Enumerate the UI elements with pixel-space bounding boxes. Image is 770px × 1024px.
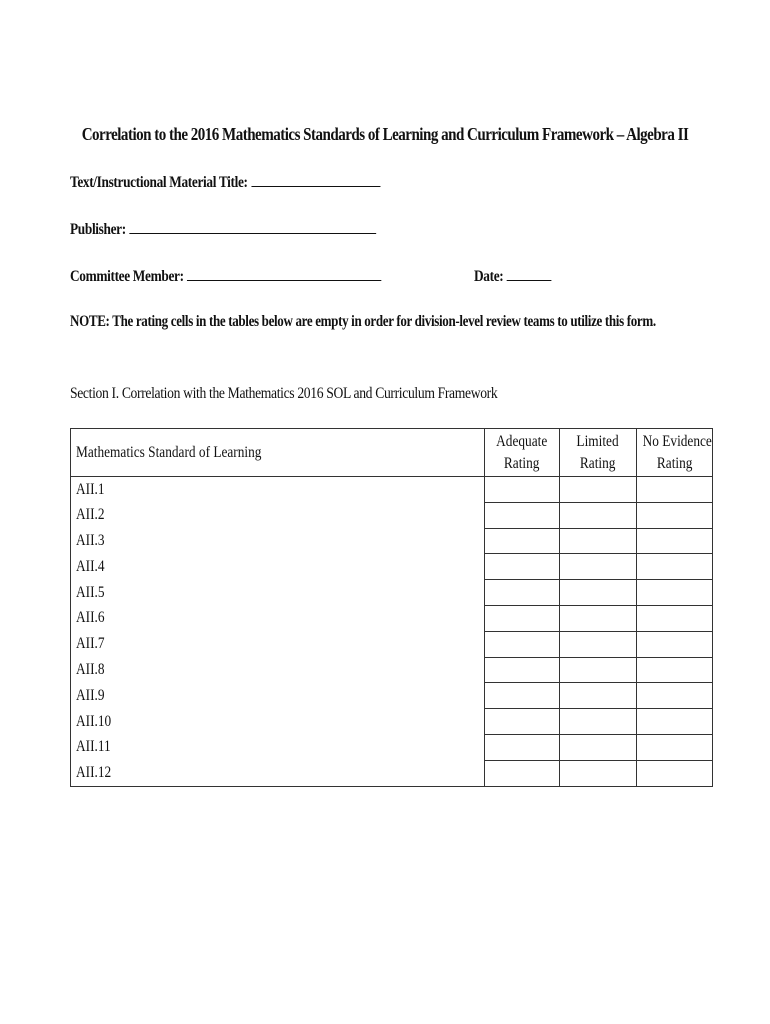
adequate-rating-cell[interactable]	[485, 709, 560, 735]
date-field	[474, 266, 552, 286]
limited-rating-cell[interactable]	[560, 605, 637, 631]
table-row	[71, 580, 713, 606]
table-row	[71, 734, 713, 760]
section-heading: Section I. Correlation with the Mathematics 2016 SOL and Curriculum Framework	[70, 385, 498, 402]
adequate-rating-cell[interactable]	[485, 683, 560, 709]
material-title-blank[interactable]	[251, 172, 380, 187]
no-evidence-rating-cell[interactable]	[637, 709, 713, 735]
adequate-rating-cell[interactable]	[485, 760, 560, 786]
committee-member-field	[70, 266, 381, 286]
table-row	[71, 477, 713, 503]
standard-cell: AII.11	[71, 734, 485, 760]
table-header-row	[71, 429, 713, 477]
limited-rating-cell[interactable]	[560, 580, 637, 606]
standard-cell: AII.2	[71, 502, 485, 528]
limited-rating-cell[interactable]	[560, 734, 637, 760]
limited-rating-cell[interactable]	[560, 683, 637, 709]
table-row	[71, 605, 713, 631]
table-row	[71, 760, 713, 786]
header-limited-rating: Limited Rating	[560, 429, 637, 477]
date-blank[interactable]	[507, 266, 552, 281]
no-evidence-rating-cell[interactable]	[637, 683, 713, 709]
document-title: Correlation to the 2016 Mathematics Standards of Learning and Curriculum Framework – Algebra II	[81, 124, 689, 144]
table-row	[71, 631, 713, 657]
adequate-rating-cell[interactable]	[485, 605, 560, 631]
limited-rating-cell[interactable]	[560, 760, 637, 786]
material-title-label: Text/Instructional Material Title:	[70, 174, 248, 191]
adequate-rating-cell[interactable]	[485, 554, 560, 580]
table-row	[71, 683, 713, 709]
limited-rating-cell[interactable]	[560, 477, 637, 503]
no-evidence-rating-cell[interactable]	[637, 605, 713, 631]
no-evidence-rating-cell[interactable]	[637, 554, 713, 580]
table-row	[71, 528, 713, 554]
note-text: NOTE: The rating cells in the tables below are empty in order for division-level review teams to utilize this form.	[70, 313, 656, 330]
header-adequate-rating: Adequate Rating	[485, 429, 560, 477]
limited-rating-cell[interactable]	[560, 657, 637, 683]
limited-rating-cell[interactable]	[560, 528, 637, 554]
no-evidence-rating-cell[interactable]	[637, 477, 713, 503]
standard-cell: AII.10	[71, 709, 485, 735]
standard-cell: AII.1	[71, 477, 485, 503]
date-label: Date:	[474, 268, 504, 285]
standard-cell: AII.3	[71, 528, 485, 554]
header-standard: Mathematics Standard of Learning	[71, 429, 485, 477]
header-no-evidence-rating: No Evidence Rating	[637, 429, 713, 477]
table-row	[71, 657, 713, 683]
standard-cell: AII.9	[71, 683, 485, 709]
no-evidence-rating-cell[interactable]	[637, 580, 713, 606]
limited-rating-cell[interactable]	[560, 502, 637, 528]
limited-rating-cell[interactable]	[560, 631, 637, 657]
no-evidence-rating-cell[interactable]	[637, 657, 713, 683]
no-evidence-rating-cell[interactable]	[637, 631, 713, 657]
committee-member-label: Committee Member:	[70, 268, 184, 285]
standard-cell: AII.6	[71, 605, 485, 631]
adequate-rating-cell[interactable]	[485, 477, 560, 503]
standard-cell: AII.12	[71, 760, 485, 786]
table-row	[71, 554, 713, 580]
limited-rating-cell[interactable]	[560, 554, 637, 580]
no-evidence-rating-cell[interactable]	[637, 760, 713, 786]
standard-cell: AII.4	[71, 554, 485, 580]
adequate-rating-cell[interactable]	[485, 631, 560, 657]
standard-cell: AII.5	[71, 580, 485, 606]
adequate-rating-cell[interactable]	[485, 502, 560, 528]
adequate-rating-cell[interactable]	[485, 528, 560, 554]
adequate-rating-cell[interactable]	[485, 580, 560, 606]
no-evidence-rating-cell[interactable]	[637, 734, 713, 760]
standard-cell: AII.7	[71, 631, 485, 657]
committee-member-blank[interactable]	[187, 266, 381, 281]
no-evidence-rating-cell[interactable]	[637, 502, 713, 528]
publisher-field	[70, 219, 376, 239]
adequate-rating-cell[interactable]	[485, 657, 560, 683]
adequate-rating-cell[interactable]	[485, 734, 560, 760]
standard-cell: AII.8	[71, 657, 485, 683]
publisher-blank[interactable]	[129, 219, 376, 234]
publisher-label: Publisher:	[70, 221, 126, 238]
material-title-field	[70, 172, 380, 192]
sol-rating-table	[70, 428, 713, 787]
no-evidence-rating-cell[interactable]	[637, 528, 713, 554]
limited-rating-cell[interactable]	[560, 709, 637, 735]
table-row	[71, 502, 713, 528]
table-row	[71, 709, 713, 735]
